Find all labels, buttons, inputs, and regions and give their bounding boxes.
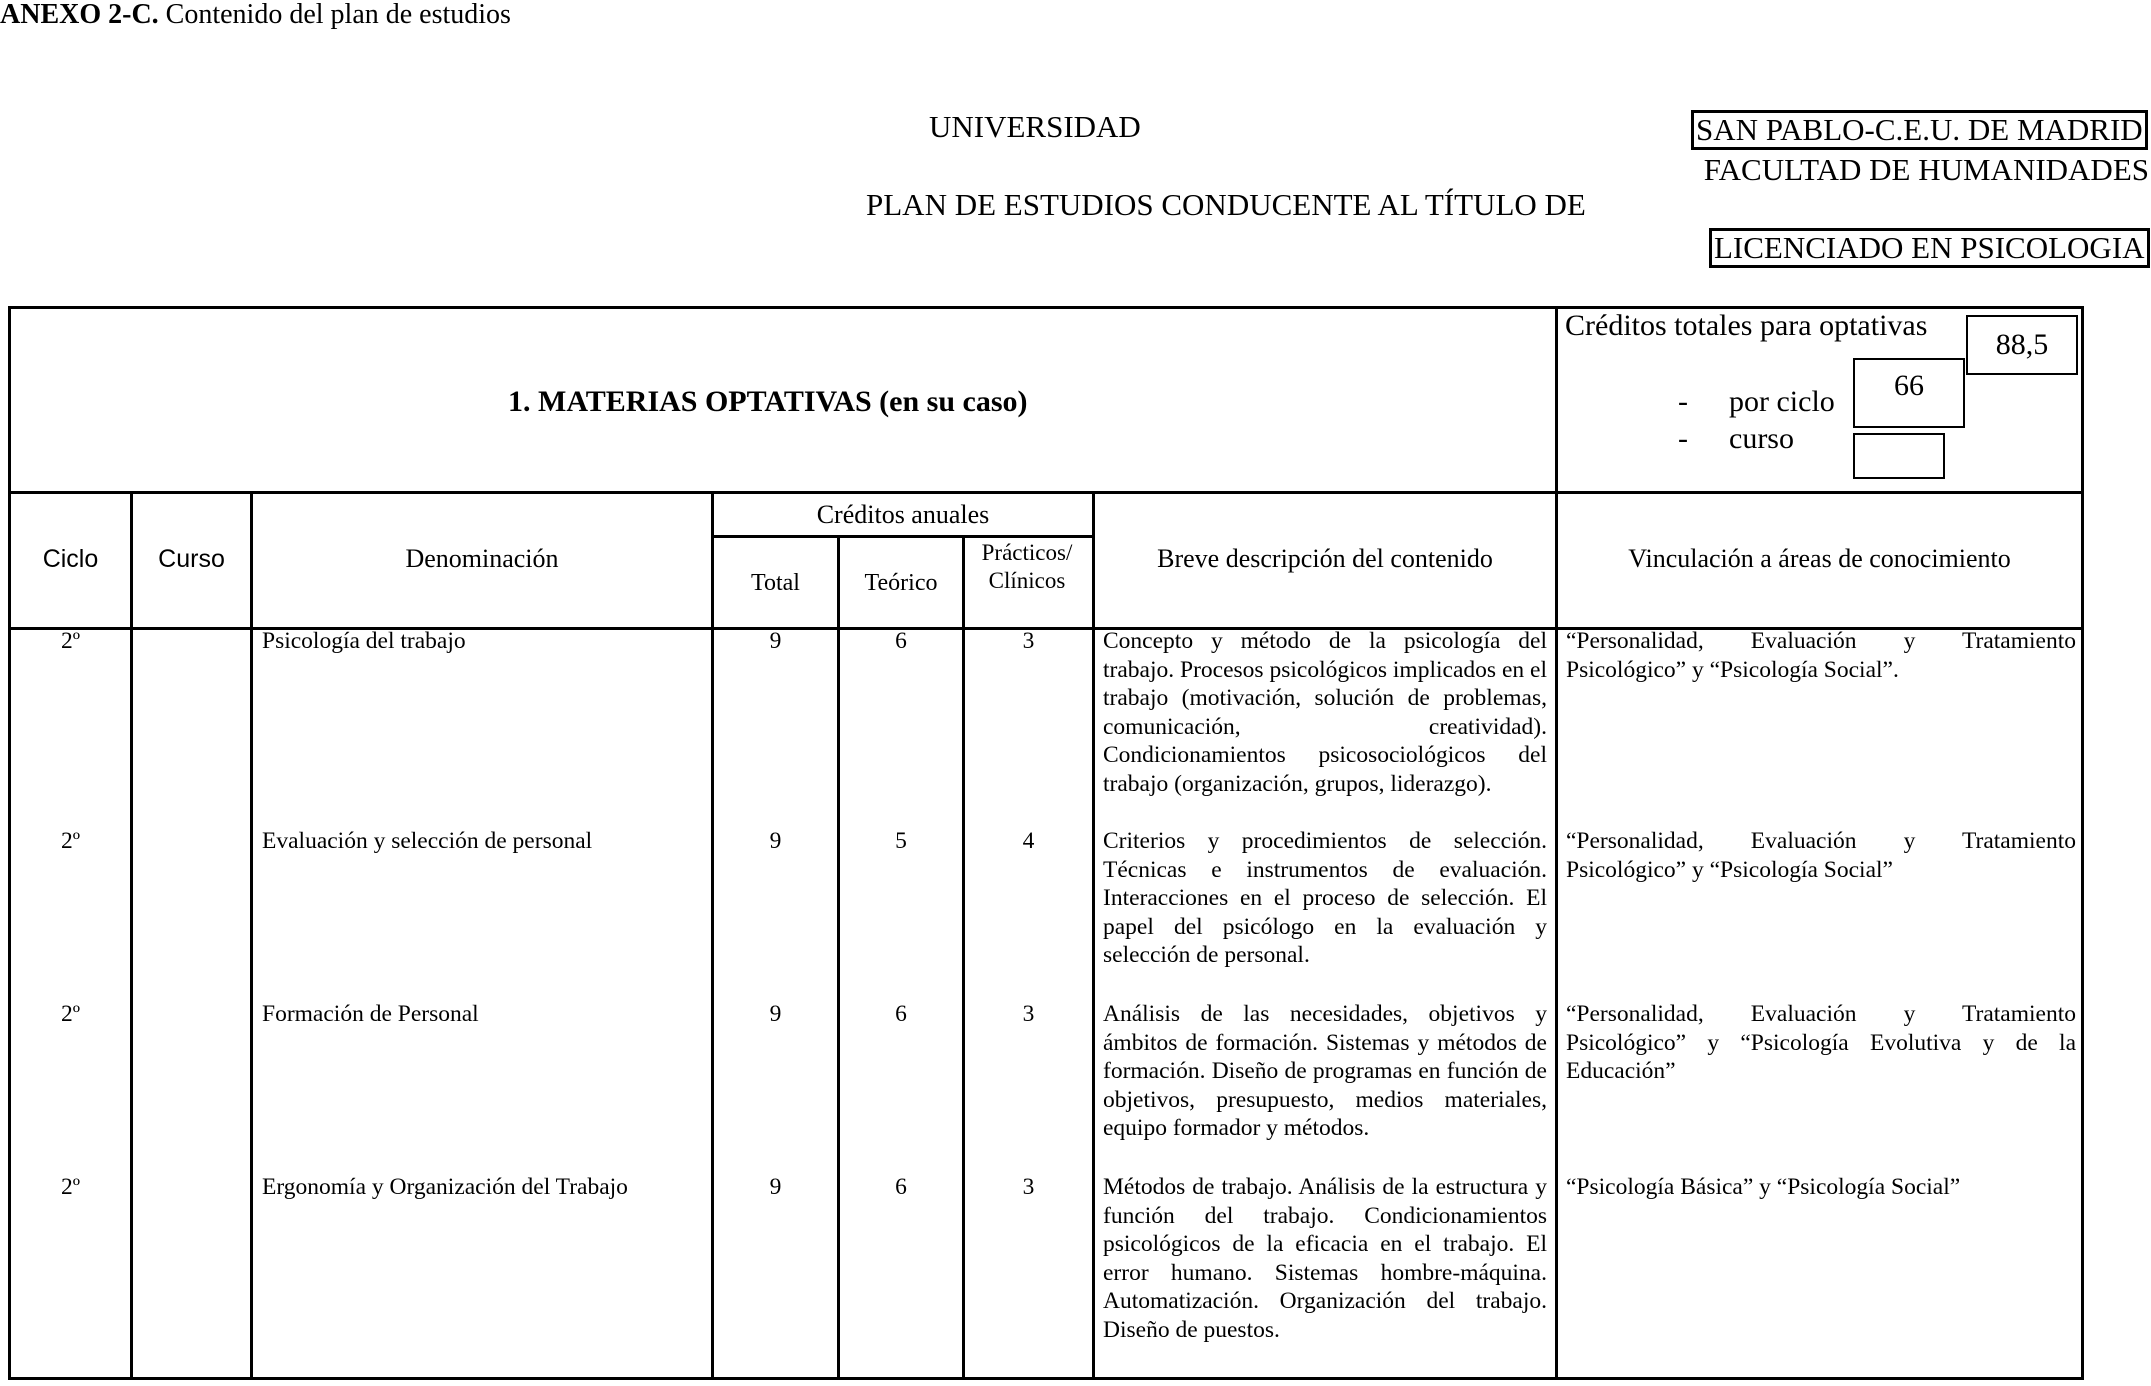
universidad-name: SAN PABLO-C.E.U. DE MADRID [1691,110,2148,150]
row-teorico: 6 [895,1001,907,1027]
col-header-vinculacion: Vinculación a áreas de conocimiento [1628,544,2011,573]
row-descripcion: Concepto y método de la psicología del trabajo. Procesos psicológicos implicados en el trabajo (motivación, solución de problemas, comunicación, creatividad). Condicionamientos psicosociológicos del trabajo (organización, grupos, liderazgo). [1103,628,1547,797]
credits-total-box [1966,315,2078,375]
per-cycle-value: 66 [1894,369,1924,402]
row-teorico: 6 [895,1174,907,1200]
row-teorico: 6 [895,628,907,654]
annex-heading [0,0,511,30]
credits-total-label: Créditos totales para optativas [1565,309,1928,342]
row-descripcion: Análisis de las necesidades, objetivos y ámbitos de formación. Sistemas y métodos de formación. Diseño de programas en función de objetivos, presupuesto, medios materiales, equipo formador y métodos. [1103,1001,1547,1141]
col-header-descripcion: Breve descripción del contenido [1157,544,1493,573]
divider [1092,491,1095,1377]
row-denominacion: Formación de Personal [262,1001,479,1027]
row-practicos: 3 [1022,628,1035,654]
row-practicos: 4 [1022,828,1035,854]
row-total: 9 [769,628,782,654]
divider [1555,309,1558,1377]
divider [711,491,714,1377]
col-header-denominacion: Denominación [405,544,559,573]
row-practicos: 3 [1022,1174,1035,1200]
course-box [1853,433,1945,479]
row-vinculacion: “Psicología Básica” y “Psicología Social” [1566,1174,1961,1200]
row-teorico: 5 [895,828,907,854]
credits-total-value: 88,5 [1995,328,2049,361]
row-ciclo: 2º [60,828,81,854]
col-header-teorico: Teórico [864,570,938,596]
row-descripcion: Métodos de trabajo. Análisis de la estructura y función del trabajo. Condicionamientos psicológicos de la eficacia en el trabajo. El error humano. Sistemas hombre-máquina. Automatización. Organización del trabajo. Diseño de puestos. [1103,1174,1547,1343]
plan-label: PLAN DE ESTUDIOS CONDUCENTE AL TÍTULO DE [866,187,1586,222]
row-ciclo: 2º [60,1001,81,1027]
course-label: curso [1729,422,1794,455]
row-vinculacion: “Personalidad, Evaluación y Tratamiento Psicológico” y “Psicología Evolutiva y de la Educación” [1566,1001,2076,1084]
degree-title: LICENCIADO EN PSICOLOGIA [1709,228,2150,268]
col-header-total: Total [751,570,800,596]
col-header-creditos-anuales: Créditos anuales [816,500,990,529]
row-total: 9 [769,828,782,854]
row-total: 9 [769,1001,782,1027]
divider [250,491,253,1377]
row-denominacion: Evaluación y selección de personal [262,828,593,854]
annex-label: ANEXO 2-C. [0,0,159,30]
col-header-ciclo: Ciclo [42,545,99,573]
row-practicos: 3 [1022,1001,1035,1027]
col-header-curso: Curso [158,545,225,573]
section-title: 1. MATERIAS OPTATIVAS (en su caso) [508,385,1028,418]
optativas-table [8,306,2084,1380]
divider [837,535,840,1377]
col-header-practicos: Prácticos/ Clínicos [981,540,1073,593]
row-denominacion: Psicología del trabajo [262,628,466,654]
row-ciclo: 2º [60,1174,81,1200]
row-denominacion: Ergonomía y Organización del Trabajo [262,1174,628,1200]
dash-marker: - [1678,422,1688,455]
divider [962,535,965,1377]
divider [714,535,1095,538]
row-vinculacion: “Personalidad, Evaluación y Tratamiento Psicológico” y “Psicología Social”. [1566,628,2076,683]
divider [11,491,2081,494]
universidad-label: UNIVERSIDAD [929,109,1141,144]
annex-subtitle: Contenido del plan de estudios [165,0,511,30]
divider [130,491,133,1377]
dash-marker: - [1678,385,1688,418]
row-vinculacion: “Personalidad, Evaluación y Tratamiento Psicológico” y “Psicología Social” [1566,828,2076,883]
per-cycle-label: por ciclo [1729,385,1835,418]
faculty-name: FACULTAD DE HUMANIDADES [1703,152,2149,187]
row-descripcion: Criterios y procedimientos de selección. Técnicas e instrumentos de evaluación. Interacciones en el proceso de selección. El papel del psicólogo en la evaluación y selección de personal. [1103,828,1547,968]
per-cycle-box [1853,358,1965,428]
row-ciclo: 2º [60,628,81,654]
row-total: 9 [769,1174,782,1200]
